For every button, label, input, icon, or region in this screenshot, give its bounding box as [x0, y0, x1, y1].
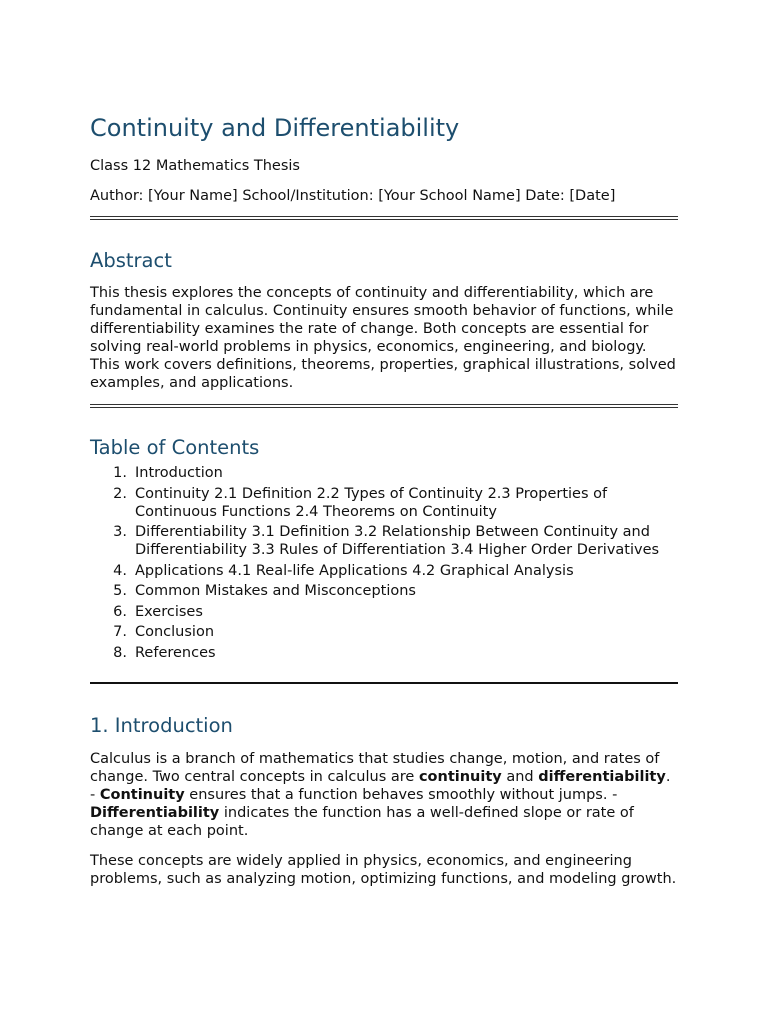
intro-text: ensures that a function behaves smoothly without jumps. - [184, 787, 618, 803]
intro-text: Calculus is a branch of mathematics that studies change, motion, and rates of change. Two central concepts in calculus are [90, 751, 660, 785]
toc-item-label: Applications 4.1 Real-life Applications 4.2 Graphical Analysis [135, 562, 574, 579]
toc-item-label: Exercises [135, 603, 203, 620]
toc-item [90, 562, 678, 580]
toc-item [90, 603, 678, 621]
abstract-text: This thesis explores the concepts of continuity and differentiability, which are fundamental in calculus. Continuity ensures smooth behavior of functions, while differentiability examines the rate of change. Both concepts are essential for solving real-world problems in physics, economics, engineering, and biology. This work covers definitions, theorems, properties, graphical illustrations, solved examples, and applications. [90, 285, 676, 391]
toc-item [90, 623, 678, 641]
toc-item-number: 1. [113, 465, 127, 481]
toc-list [90, 464, 678, 664]
toc-item-label: Conclusion [135, 624, 215, 640]
intro-text: . - [90, 769, 671, 803]
toc-item-number: 5. [113, 583, 127, 599]
toc-item-number: 7. [113, 624, 127, 640]
section-divider [90, 682, 678, 684]
document-subtitle: Class 12 Mathematics Thesis [90, 158, 300, 174]
section-divider [90, 404, 678, 408]
toc-item-number: 3. [113, 524, 127, 540]
document-title: Continuity and Differentiability [90, 114, 460, 142]
toc-item [90, 464, 678, 482]
toc-item-number: 8. [113, 644, 127, 661]
toc-item-label: References [135, 644, 216, 661]
toc-heading: Table of Contents [90, 436, 260, 459]
intro-bold-term: Differentiability [90, 805, 220, 821]
toc-item [90, 582, 678, 600]
introduction-heading: 1. Introduction [90, 714, 233, 737]
intro-text: indicates the function has a well-defined slope or rate of change at each point. [90, 805, 634, 839]
toc-item-number: 6. [113, 603, 127, 620]
toc-item-number: 4. [113, 562, 127, 579]
introduction-paragraph [90, 750, 678, 840]
section-divider [90, 216, 678, 220]
intro-bold-term: differentiability [538, 769, 666, 785]
toc-item-label: Continuity 2.1 Definition 2.2 Types of Continuity 2.3 Properties of Continuous Functions 2.4 Theorems on Continuity [135, 485, 608, 520]
toc-item-number: 2. [113, 485, 127, 502]
intro-bold-term: continuity [418, 769, 502, 785]
toc-item-label: Introduction [135, 465, 223, 481]
toc-item-label: Differentiability 3.1 Definition 3.2 Relationship Between Continuity and Differentiability 3.3 Rules of Differentiation 3.4 Higher Order Derivatives [135, 524, 660, 558]
toc-item [90, 485, 678, 521]
toc-item-label: Common Mistakes and Misconceptions [135, 583, 416, 599]
intro-bold-term: Continuity [99, 787, 185, 803]
introduction-paragraph-2: These concepts are widely applied in physics, economics, and engineering problems, such as analyzing motion, optimizing functions, and modeling growth. [90, 853, 677, 887]
author-line: Author: [Your Name] School/Institution: [Your School Name] Date: [Date] [90, 188, 616, 204]
abstract-heading: Abstract [90, 249, 172, 272]
toc-item [90, 644, 678, 662]
intro-text: and [501, 769, 539, 785]
toc-item [90, 523, 678, 559]
